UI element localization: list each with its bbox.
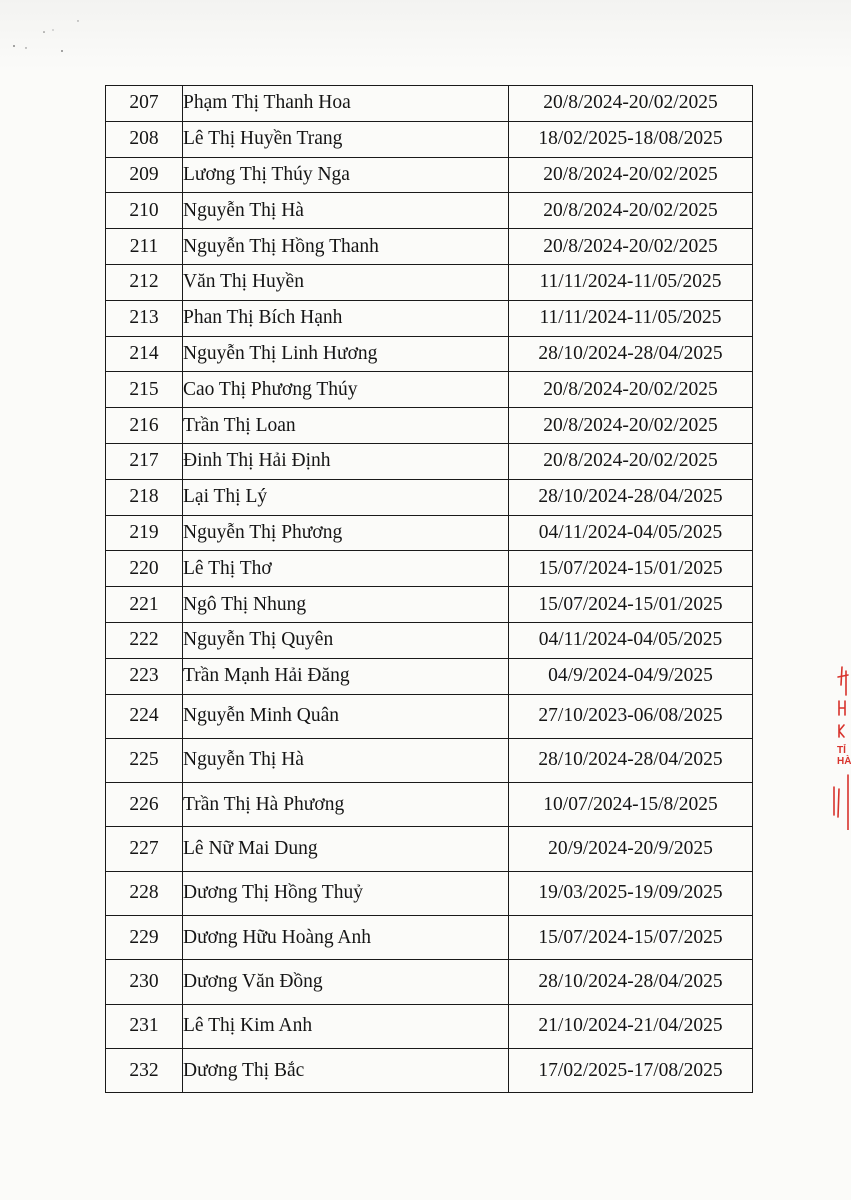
date-range: 20/8/2024-20/02/2025 <box>509 443 753 479</box>
date-range: 20/8/2024-20/02/2025 <box>509 86 753 122</box>
row-number: 212 <box>106 264 183 300</box>
person-name: Dương Thị Bắc <box>183 1048 509 1092</box>
person-name: Đinh Thị Hải Định <box>183 443 509 479</box>
table-row <box>106 121 753 157</box>
row-number: 213 <box>106 300 183 336</box>
row-number: 222 <box>106 622 183 658</box>
table-row <box>106 193 753 229</box>
person-name: Dương Hữu Hoàng Anh <box>183 916 509 960</box>
roster-table <box>105 85 753 1093</box>
row-number: 216 <box>106 408 183 444</box>
date-range: 10/07/2024-15/8/2025 <box>509 783 753 827</box>
date-range: 21/10/2024-21/04/2025 <box>509 1004 753 1048</box>
date-range: 11/11/2024-11/05/2025 <box>509 300 753 336</box>
table-row <box>106 658 753 694</box>
table-row <box>106 157 753 193</box>
row-number: 228 <box>106 871 183 915</box>
person-name: Phan Thị Bích Hạnh <box>183 300 509 336</box>
row-number: 207 <box>106 86 183 122</box>
table-row <box>106 479 753 515</box>
row-number: 224 <box>106 694 183 738</box>
person-name: Lê Thị Huyền Trang <box>183 121 509 157</box>
row-number: 221 <box>106 587 183 623</box>
date-range: 04/9/2024-04/9/2025 <box>509 658 753 694</box>
date-range: 18/02/2025-18/08/2025 <box>509 121 753 157</box>
person-name: Dương Thị Hồng Thuỷ <box>183 871 509 915</box>
date-range: 28/10/2024-28/04/2025 <box>509 738 753 782</box>
row-number: 231 <box>106 1004 183 1048</box>
row-number: 210 <box>106 193 183 229</box>
date-range: 20/8/2024-20/02/2025 <box>509 408 753 444</box>
table-row <box>106 871 753 915</box>
date-range: 04/11/2024-04/05/2025 <box>509 622 753 658</box>
person-name: Lê Nữ Mai Dung <box>183 827 509 871</box>
person-name: Trần Thị Loan <box>183 408 509 444</box>
table-row <box>106 783 753 827</box>
row-number: 208 <box>106 121 183 157</box>
table-row <box>106 1048 753 1092</box>
person-name: Lê Thị Kim Anh <box>183 1004 509 1048</box>
table-row <box>106 1004 753 1048</box>
person-name: Nguyễn Minh Quân <box>183 694 509 738</box>
date-range: 20/8/2024-20/02/2025 <box>509 372 753 408</box>
table-row <box>106 916 753 960</box>
table-row <box>106 622 753 658</box>
row-number: 209 <box>106 157 183 193</box>
row-number: 227 <box>106 827 183 871</box>
date-range: 20/8/2024-20/02/2025 <box>509 193 753 229</box>
person-name: Nguyễn Thị Linh Hương <box>183 336 509 372</box>
person-name: Lại Thị Lý <box>183 479 509 515</box>
person-name: Ngô Thị Nhung <box>183 587 509 623</box>
date-range: 27/10/2023-06/08/2025 <box>509 694 753 738</box>
person-name: Nguyễn Thị Hồng Thanh <box>183 229 509 265</box>
table-row <box>106 336 753 372</box>
person-name: Lương Thị Thúy Nga <box>183 157 509 193</box>
date-range: 19/03/2025-19/09/2025 <box>509 871 753 915</box>
table-row <box>106 408 753 444</box>
table-row <box>106 738 753 782</box>
row-number: 229 <box>106 916 183 960</box>
row-number: 211 <box>106 229 183 265</box>
table-row <box>106 229 753 265</box>
date-range: 28/10/2024-28/04/2025 <box>509 479 753 515</box>
stamp-text: TỈ HÀ <box>837 745 851 767</box>
table-row <box>106 694 753 738</box>
date-range: 28/10/2024-28/04/2025 <box>509 336 753 372</box>
date-range: 20/8/2024-20/02/2025 <box>509 157 753 193</box>
date-range: 11/11/2024-11/05/2025 <box>509 264 753 300</box>
red-stamp-fragment <box>826 665 851 830</box>
date-range: 28/10/2024-28/04/2025 <box>509 960 753 1004</box>
row-number: 225 <box>106 738 183 782</box>
date-range: 20/8/2024-20/02/2025 <box>509 229 753 265</box>
row-number: 226 <box>106 783 183 827</box>
table-row <box>106 86 753 122</box>
row-number: 218 <box>106 479 183 515</box>
person-name: Lê Thị Thơ <box>183 551 509 587</box>
row-number: 223 <box>106 658 183 694</box>
row-number: 219 <box>106 515 183 551</box>
date-range: 04/11/2024-04/05/2025 <box>509 515 753 551</box>
date-range: 15/07/2024-15/01/2025 <box>509 551 753 587</box>
table-row <box>106 300 753 336</box>
person-name: Phạm Thị Thanh Hoa <box>183 86 509 122</box>
person-name: Nguyễn Thị Hà <box>183 738 509 782</box>
date-range: 15/07/2024-15/07/2025 <box>509 916 753 960</box>
row-number: 220 <box>106 551 183 587</box>
table-row <box>106 551 753 587</box>
table-row <box>106 827 753 871</box>
date-range: 15/07/2024-15/01/2025 <box>509 587 753 623</box>
date-range: 17/02/2025-17/08/2025 <box>509 1048 753 1092</box>
table-row <box>106 443 753 479</box>
person-name: Cao Thị Phương Thúy <box>183 372 509 408</box>
person-name: Văn Thị Huyền <box>183 264 509 300</box>
person-name: Nguyễn Thị Phương <box>183 515 509 551</box>
person-name: Trần Thị Hà Phương <box>183 783 509 827</box>
table-row <box>106 960 753 1004</box>
row-number: 217 <box>106 443 183 479</box>
row-number: 215 <box>106 372 183 408</box>
person-name: Nguyễn Thị Hà <box>183 193 509 229</box>
person-name: Nguyễn Thị Quyên <box>183 622 509 658</box>
table-row <box>106 515 753 551</box>
person-name: Trần Mạnh Hải Đăng <box>183 658 509 694</box>
scan-specks <box>10 18 90 58</box>
date-range: 20/9/2024-20/9/2025 <box>509 827 753 871</box>
row-number: 230 <box>106 960 183 1004</box>
row-number: 232 <box>106 1048 183 1092</box>
person-name: Dương Văn Đồng <box>183 960 509 1004</box>
table-row <box>106 587 753 623</box>
table-row <box>106 264 753 300</box>
table-row <box>106 372 753 408</box>
row-number: 214 <box>106 336 183 372</box>
